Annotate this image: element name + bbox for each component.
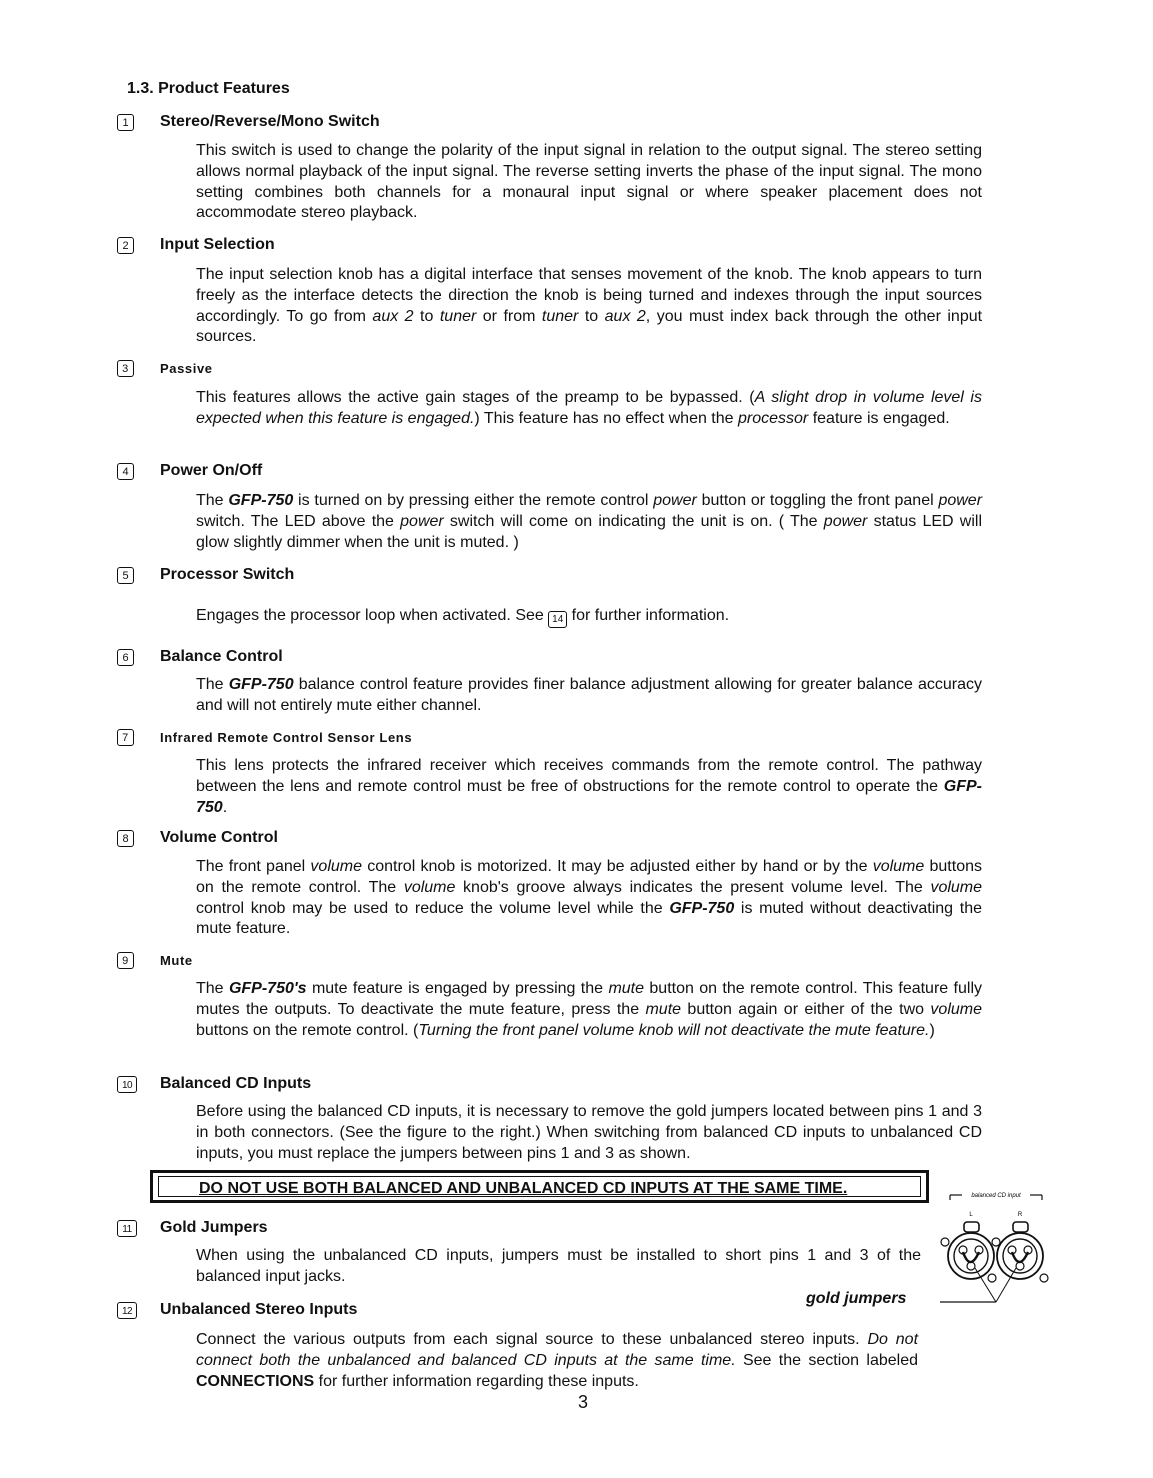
- feature-heading-4: [117, 462, 262, 480]
- feature-title-7: Infrared Remote Control Sensor Lens: [160, 730, 413, 745]
- feature-number-5: 5: [117, 567, 134, 584]
- feature-title-5: Processor Switch: [160, 566, 295, 583]
- feature-title-2: Input Selection: [160, 236, 275, 253]
- feature-heading-12: [117, 1301, 357, 1319]
- feature-text-12: Connect the various outputs from each signal source to these unbalanced stereo inputs. Do not connect both the unbalanced and balanced CD inputs at the same time. See the section labeled CONNECTIONS for further information regarding these inputs.: [196, 1331, 919, 1390]
- feature-heading-6: [117, 648, 283, 666]
- figure-r-label: L: [969, 1212, 973, 1218]
- feature-number-8: 8: [117, 830, 134, 847]
- feature-text-8: The front panel volume control knob is motorized. It may be adjusted either by hand or by the volume buttons on the remote control. The volume knob's groove always indicates the present volume level. The volume control knob may be used to reduce the volume level while the GFP-750 is muted without deactivating the mute feature.: [196, 858, 983, 938]
- figure-l-label: R: [1017, 1212, 1023, 1218]
- feature-number-10: 10: [117, 1076, 137, 1093]
- feature-text-5: Engages the processor loop when activated. See 14 for further information.: [196, 606, 982, 628]
- feature-title-10: Balanced CD Inputs: [160, 1075, 312, 1092]
- feature-text-9: The GFP-750's mute feature is engaged by pressing the mute button on the remote control. This feature fully mutes the outputs. To deactivate the mute feature, press the mute button again or either of the two volume buttons on the remote control. (Turning the front panel volume knob will not deactivate the mute feature.): [196, 980, 983, 1039]
- feature-number-1: 1: [117, 114, 134, 131]
- figure-title: balanced CD input: [971, 1193, 1021, 1199]
- feature-text-7: This lens protects the infrared receiver which receives commands from the remote control. The pathway between the lens and remote control must be free of obstructions for the remote control to operate the GFP-750.: [196, 757, 982, 816]
- feature-text-1: This switch is used to change the polarity of the input signal in relation to the output signal. The stereo setting allows normal playback of the input signal. The reverse setting inverts the phase of the input signal. The mono setting combines both channels for a monaural input signal or where speaker placement does not accommodate stereo playback.: [196, 142, 982, 222]
- feature-title-11: Gold Jumpers: [160, 1219, 268, 1236]
- feature-heading-8: [117, 829, 278, 847]
- feature-heading-10: [117, 1075, 311, 1093]
- feature-heading-11: [117, 1219, 268, 1237]
- page-number: 3: [578, 1392, 589, 1412]
- feature-heading-2: [117, 236, 275, 254]
- feature-text-6: The GFP-750 balance control feature provides finer balance adjustment allowing for greater balance accuracy and will not entirely mute either channel.: [196, 676, 983, 714]
- feature-title-1: Stereo/Reverse/Mono Switch: [160, 113, 380, 130]
- feature-heading-9: [117, 952, 193, 969]
- feature-title-9: Mute: [160, 953, 193, 968]
- feature-heading-5: [117, 566, 294, 584]
- feature-number-9: 9: [117, 952, 134, 969]
- warning-box: [150, 1170, 929, 1203]
- feature-number-4: 4: [117, 463, 134, 480]
- reference-number-14: 14: [548, 611, 567, 628]
- feature-number-11: 11: [117, 1220, 137, 1237]
- feature-number-12: 12: [117, 1302, 137, 1319]
- feature-number-6: 6: [117, 649, 134, 666]
- feature-number-2: 2: [117, 237, 134, 254]
- feature-title-12: Unbalanced Stereo Inputs: [160, 1301, 358, 1318]
- feature-text-4: The GFP-750 is turned on by pressing either the remote control power button or toggling the front panel power switch. The LED above the power switch will come on indicating the unit is on. ( The power status LED will glow slightly dimmer when the unit is muted. ): [196, 492, 983, 551]
- feature-number-3: 3: [117, 360, 134, 377]
- warning-text: DO NOT USE BOTH BALANCED AND UNBALANCED CD INPUTS AT THE SAME TIME.: [158, 1176, 921, 1197]
- section-title: 1.3. Product Features: [127, 80, 290, 97]
- feature-text-3: This features allows the active gain stages of the preamp to be bypassed. (A slight drop in volume level is expected when this feature is engaged.) This feature has no effect when the processor feature is engaged.: [196, 389, 982, 427]
- feature-title-3: Passive: [160, 361, 213, 376]
- feature-heading-7: [117, 729, 412, 746]
- feature-heading-3: [117, 360, 213, 377]
- feature-number-7: 7: [117, 729, 134, 746]
- feature-text-11: When using the unbalanced CD inputs, jumpers must be installed to short pins 1 and 3 of the balanced input jacks.: [196, 1247, 921, 1285]
- balanced-cd-input-diagram: [940, 1182, 1060, 1312]
- feature-title-6: Balance Control: [160, 648, 283, 665]
- feature-text-10: Before using the balanced CD inputs, it is necessary to remove the gold jumpers located between pins 1 and 3 in both connectors. (See the figure to the right.) When switching from balanced CD inputs to unbalanced CD inputs, you must replace the jumpers between pins 1 and 3 as shown.: [196, 1103, 982, 1162]
- feature-title-8: Volume Control: [160, 829, 278, 846]
- gold-jumpers-label: gold jumpers: [806, 1290, 907, 1307]
- feature-heading-1: [117, 113, 380, 131]
- feature-title-4: Power On/Off: [160, 462, 263, 479]
- feature-text-2: The input selection knob has a digital interface that senses movement of the knob. The knob appears to turn freely as the interface detects the direction the knob is being turned and indexes through the input sources accordingly. To go from aux 2 to tuner or from tuner to aux 2, you must index back through the other input sources.: [196, 266, 983, 346]
